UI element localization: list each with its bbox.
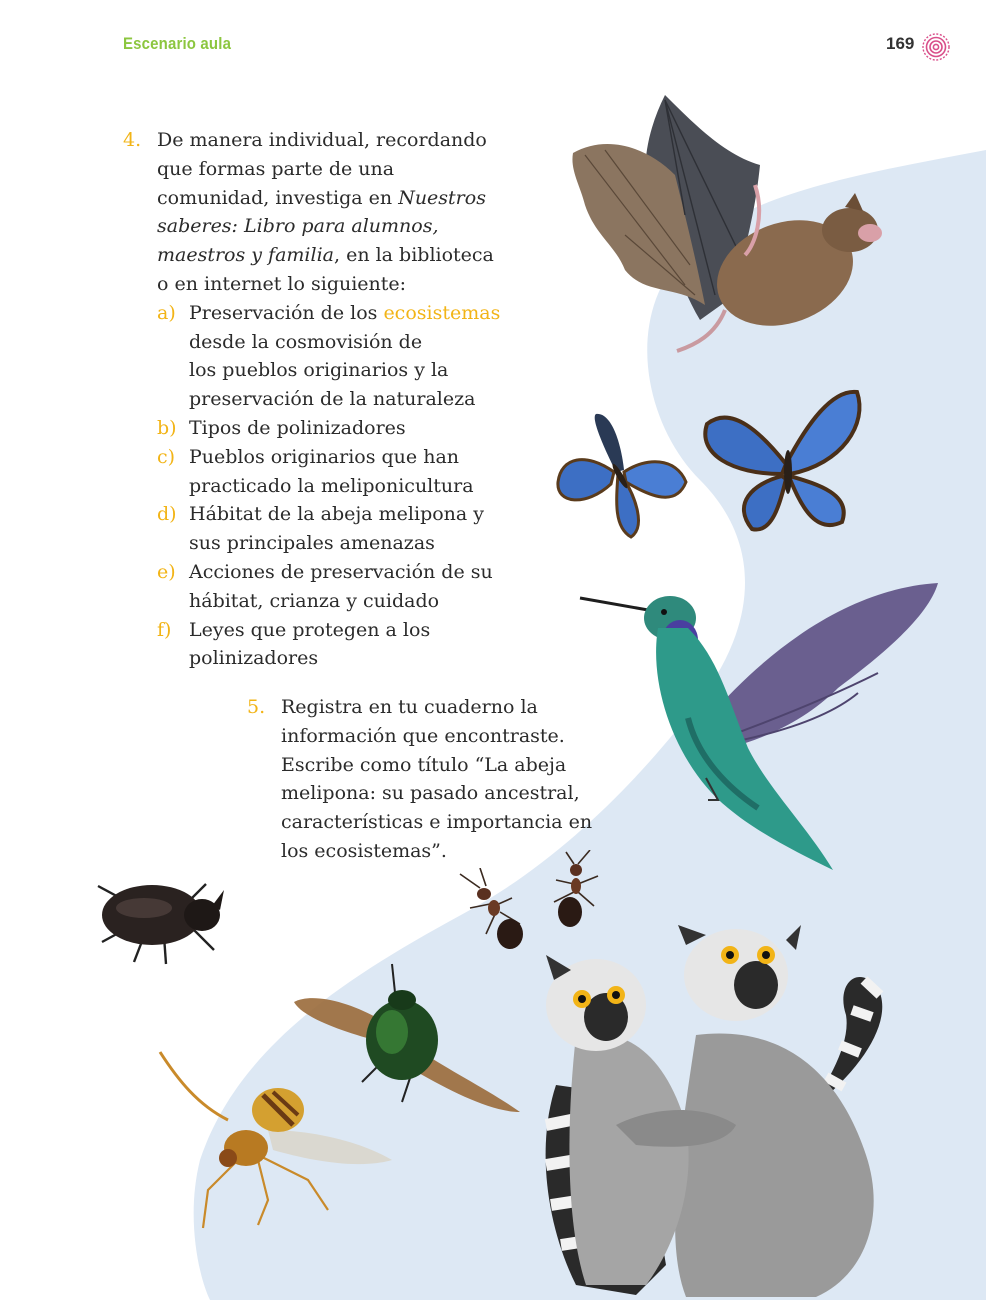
text-line: o en internet lo siguiente: (157, 272, 407, 295)
beetle-icon (94, 870, 228, 966)
text-run: , en la biblioteca (334, 244, 494, 267)
text-line: los pueblos originarios y la (189, 359, 449, 382)
text-line: hábitat, crianza y cuidado (189, 589, 440, 612)
sub-item-b (157, 414, 553, 443)
question-number: 5. (247, 696, 266, 718)
question-number: 4. (123, 129, 142, 151)
sub-item-c (157, 443, 553, 501)
sub-item-letter: a) (157, 301, 176, 324)
text-run: Preservación de los (189, 301, 384, 324)
text-line: los ecosistemas”. (281, 839, 447, 862)
text-line: Registra en tu cuaderno la (281, 696, 538, 718)
text-line: Leyes que protegen a los (189, 618, 431, 641)
book-title-part: saberes: Libro para alumnos, (157, 215, 439, 238)
sub-item-letter: f) (157, 618, 172, 641)
blue-butterfly-icon (556, 412, 688, 540)
sub-item-letter: c) (157, 445, 176, 468)
section-title: Escenario aula (123, 34, 232, 53)
text-run: comunidad, investiga en (157, 186, 399, 209)
hummingbird-icon (578, 578, 940, 874)
text-line (157, 241, 553, 270)
text-line: melipona: su pasado ancestral, (281, 782, 580, 805)
text-line: que formas parte de una (157, 157, 395, 180)
text-line: Pueblos originarios que han (189, 445, 460, 468)
sub-item-e (157, 558, 553, 616)
text-line: información que encontraste. (281, 724, 565, 747)
text-line: características e importancia en (281, 811, 593, 834)
text-line: preservación de la naturaleza (189, 388, 476, 411)
bat-icon (565, 95, 885, 355)
text-line: Escribe como título “La abeja (281, 753, 567, 776)
text-line: desde la cosmovisión de (189, 330, 423, 353)
text-line (189, 299, 553, 328)
sub-item-d (157, 500, 553, 558)
text-line (157, 184, 553, 213)
book-title-part: maestros y familia (157, 244, 334, 267)
question-5 (247, 693, 627, 866)
question-5-body (281, 693, 627, 866)
page-number: 169 (886, 34, 915, 53)
sub-item-f (157, 616, 553, 674)
text-line: Tipos de polinizadores (189, 416, 406, 439)
sub-item-letter: b) (157, 416, 177, 439)
text-line: Acciones de preservación de su (189, 560, 493, 583)
text-line: sus principales amenazas (189, 532, 435, 555)
blue-butterfly-icon (702, 384, 868, 542)
text-line: Hábitat de la abeja melipona y (189, 503, 485, 526)
text-line: polinizadores (189, 647, 319, 670)
wasp-icon (158, 1050, 394, 1230)
glossary-term: ecosistemas (383, 301, 501, 324)
book-title-part: Nuestros (398, 186, 486, 209)
target-rosette-icon (921, 32, 951, 62)
lemur-icon (516, 925, 956, 1300)
sub-item-list (157, 299, 553, 673)
text-line: practicado la meliponicultura (189, 474, 474, 497)
sub-item-letter: e) (157, 560, 176, 583)
sub-item-a (157, 299, 553, 414)
text-line: De manera individual, recordando (157, 129, 487, 151)
question-4-body (157, 126, 553, 299)
sub-item-letter: d) (157, 503, 177, 526)
question-4 (123, 126, 553, 673)
